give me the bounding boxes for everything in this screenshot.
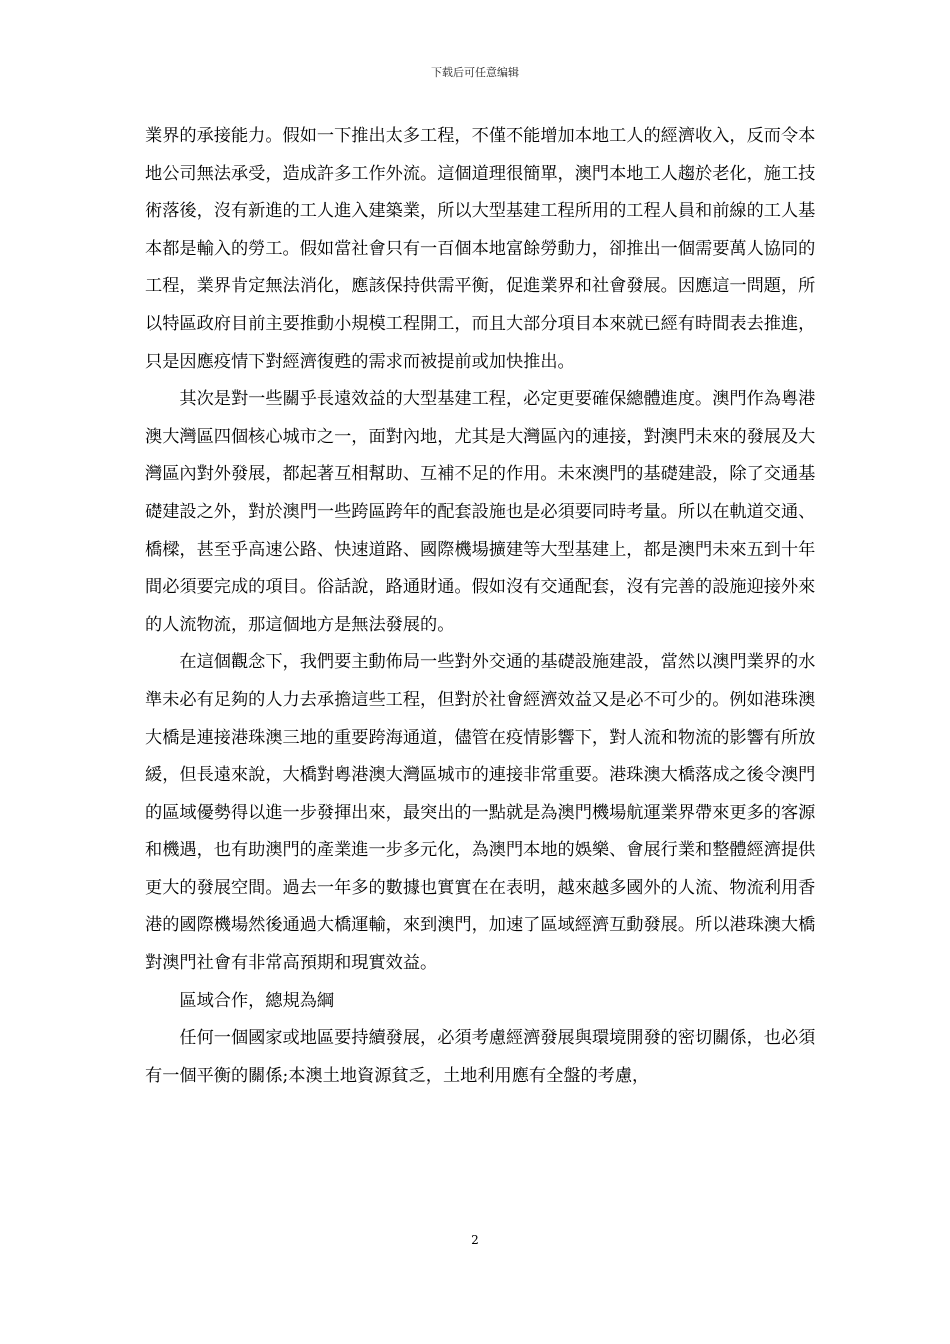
document-body <box>145 118 817 1095</box>
page-number: 2 <box>471 1233 479 1247</box>
page-header: 下载后可任意编辑 <box>431 66 519 79</box>
paragraph-regional: 任何一個國家或地區要持續發展，必須考慮經濟發展與環境開發的密切關係，也必須有一個平衡的關係;本澳土地資源貧乏，土地利用應有全盤的考慮， <box>145 1028 816 1086</box>
section-heading: 區域合作，總規為綱 <box>179 990 335 1011</box>
paragraph-bridge: 在這個觀念下，我們要主動佈局一些對外交通的基礎設施建設，當然以澳門業界的水準未必有足夠的人力去承擔這些工程，但對於社會經濟效益又是必不可少的。例如港珠澳大橋是連接港珠澳三地的重要跨海通道，儘管在疫情影響下，對人流和物流的影響有所放緩，但長遠來說，大橋對粵港澳大灣區城市的連接非常重要。港珠澳大橋落成之後令澳門的區域優勢得以進一步發揮出來，最突出的一點就是為澳門機場航運業界帶來更多的客源和機遇，也有助澳門的產業進一步多元化，為澳門本地的娛樂、會展行業和整體經濟提供更大的發展空間。過去一年多的數據也實實在在表明，越來越多國外的人流、物流利用香港的國際機場然後通過大橋運輸，來到澳門，加速了區域經濟互動發展。所以港珠澳大橋對澳門社會有非常高預期和現實效益。 <box>145 652 816 974</box>
paragraph-continuation: 業界的承接能力。假如一下推出太多工程，不僅不能增加本地工人的經濟收入，反而令本地公司無法承受，造成許多工作外流。這個道理很簡單，澳門本地工人趨於老化，施工技術落後，沒有新進的工人進入建築業，所以大型基建工程所用的工程人員和前線的工人基本都是輸入的勞工。假如當社會只有一百個本地富餘勞動力，卻推出一個需要萬人協同的工程，業界肯定無法消化，應該保持供需平衡，促進業界和社會發展。因應這一問題，所以特區政府目前主要推動小規模工程開工，而且大部分項目本來就已經有時間表去推進，只是因應疫情下對經濟復甦的需求而被提前或加快推出。 <box>145 126 816 372</box>
paragraph-infrastructure: 其次是對一些關乎長遠效益的大型基建工程，必定更要確保總體進度。澳門作為粵港澳大灣區四個核心城市之一，面對內地，尤其是大灣區內的連接，對澳門未來的發展及大灣區內對外發展，都起著互相幫助、互補不足的作用。未來澳門的基礎建設，除了交通基礎建設之外，對於澳門一些跨區跨年的配套設施也是必須要同時考量。所以在軌道交通、橋樑，甚至乎高速公路、快速道路、國際機場擴建等大型基建上，都是澳門未來五到十年間必須要完成的項目。俗話說，路通財通。假如沒有交通配套，沒有完善的設施迎接外來的人流物流，那這個地方是無法發展的。 <box>145 389 816 635</box>
